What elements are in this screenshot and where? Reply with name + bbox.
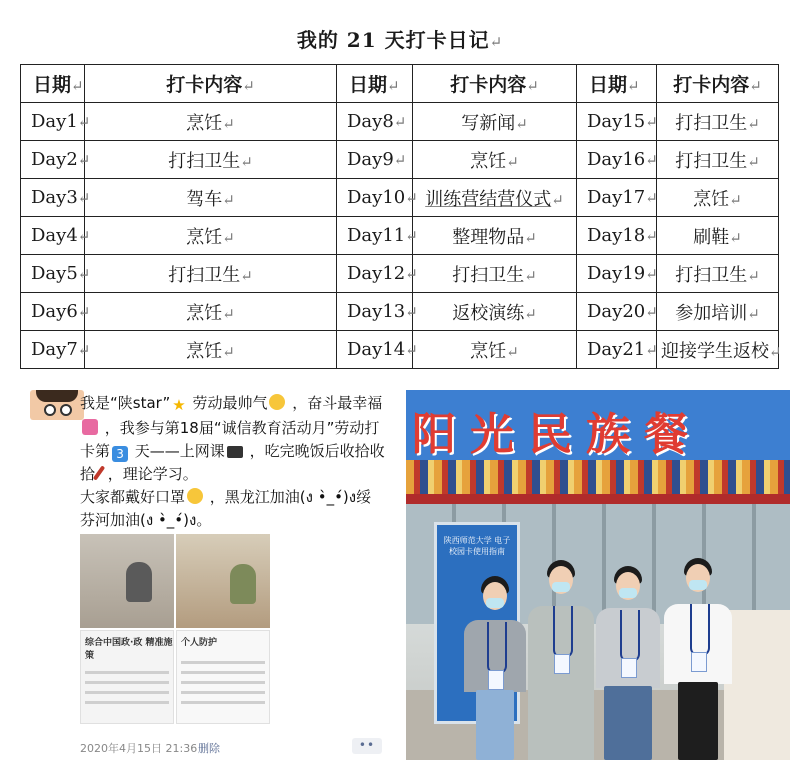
day-label: Day9 bbox=[347, 149, 394, 170]
party-popper-icon bbox=[82, 419, 98, 435]
paragraph-mark: ↵ bbox=[506, 342, 519, 361]
day-cell bbox=[21, 331, 91, 369]
day-label: Day7 bbox=[31, 339, 78, 360]
paragraph-mark: ↵ bbox=[405, 303, 418, 321]
task-label: 烹饪 bbox=[186, 226, 223, 248]
day-label: Day20 bbox=[587, 301, 646, 322]
paragraph-mark: ↵ bbox=[222, 114, 235, 133]
task-cell bbox=[85, 217, 337, 255]
task-cell bbox=[85, 331, 337, 369]
paragraph-mark: ↵ bbox=[645, 265, 658, 283]
table-row bbox=[21, 293, 779, 331]
task-label: 打扫卫生 bbox=[675, 150, 748, 172]
header-date: 日期 bbox=[349, 74, 388, 96]
header-content: 打卡内容 bbox=[673, 74, 750, 96]
paragraph-mark: ↵ bbox=[77, 227, 91, 245]
day-cell bbox=[337, 217, 418, 255]
post-text-3: ，奋斗最幸福 bbox=[287, 394, 383, 412]
task-cell bbox=[413, 217, 577, 255]
paragraph-mark: ↵ bbox=[405, 341, 418, 359]
task-label: 训练营结营仪式 bbox=[425, 188, 552, 210]
post-text-9: ，黑龙江加油(ง •̀_•́)ง绥芬河加油(ง •̀_•́)ง。 bbox=[80, 488, 372, 529]
day-cell bbox=[577, 217, 657, 255]
day-label: Day6 bbox=[31, 301, 78, 322]
task-label: 整理物品 bbox=[452, 226, 525, 248]
paragraph-mark: ↵ bbox=[77, 265, 91, 283]
table-row bbox=[21, 179, 779, 217]
banner-text: 阳光民族餐 bbox=[412, 409, 702, 460]
task-label: 烹饪 bbox=[470, 150, 507, 172]
day-cell bbox=[21, 255, 91, 293]
paragraph-mark: ↵ bbox=[645, 151, 658, 169]
paragraph-mark: ↵ bbox=[551, 190, 564, 209]
paragraph-mark: ↵ bbox=[729, 190, 742, 209]
table-row bbox=[21, 255, 779, 293]
task-label: 返校演练 bbox=[452, 302, 525, 324]
avatar[interactable] bbox=[30, 390, 84, 420]
task-label: 刷鞋 bbox=[693, 226, 730, 248]
paragraph-mark: ↵ bbox=[77, 303, 91, 321]
day-label: Day3 bbox=[31, 187, 78, 208]
day-cell bbox=[337, 179, 418, 217]
post-photo-protection[interactable] bbox=[176, 630, 270, 724]
table-row bbox=[21, 331, 779, 369]
task-cell bbox=[85, 293, 337, 331]
day-label: Day2 bbox=[31, 149, 78, 170]
more-options-button[interactable]: •• bbox=[352, 738, 382, 754]
task-label: 烹饪 bbox=[186, 340, 223, 362]
post-photo-cleaning[interactable] bbox=[176, 534, 270, 628]
day-cell bbox=[577, 103, 657, 141]
post-text-5: 天——上网课 bbox=[130, 442, 225, 460]
paragraph-mark: ↵ bbox=[222, 342, 235, 361]
table-row bbox=[21, 141, 779, 179]
post-text-1: 我是“陕star” bbox=[80, 394, 171, 412]
task-cell bbox=[85, 141, 337, 179]
day-label: Day16 bbox=[587, 149, 646, 170]
paragraph-mark: ↵ bbox=[645, 227, 658, 245]
group-photo bbox=[406, 390, 790, 760]
day-cell bbox=[21, 103, 91, 141]
task-cell bbox=[657, 217, 779, 255]
document-title bbox=[0, 24, 800, 53]
day-cell bbox=[21, 141, 91, 179]
paragraph-mark: ↵ bbox=[393, 113, 407, 131]
paragraph-mark: ↵ bbox=[393, 151, 407, 169]
day-cell bbox=[577, 293, 657, 331]
paragraph-mark: ↵ bbox=[645, 303, 658, 321]
day-label: Day11 bbox=[347, 225, 406, 246]
checkin-table bbox=[20, 64, 782, 369]
sunglasses-face-icon bbox=[269, 394, 285, 410]
task-cell bbox=[413, 179, 577, 217]
table-header-row: 日期↵ 打卡内容↵ 日期↵ 打卡内容↵ 日期↵ 打卡内容↵ bbox=[21, 65, 779, 103]
post-text-6: ，吃完晚饭后收拾收拾 bbox=[80, 442, 385, 483]
day-cell bbox=[21, 179, 91, 217]
paragraph-mark: ↵ bbox=[729, 228, 742, 247]
day-cell bbox=[337, 331, 418, 369]
day-cell bbox=[21, 293, 91, 331]
task-cell bbox=[657, 141, 779, 179]
paragraph-mark: ↵ bbox=[524, 304, 537, 323]
day-label: Day8 bbox=[347, 111, 394, 132]
paragraph-mark: ↵ bbox=[747, 152, 760, 171]
mask-face-icon bbox=[187, 488, 203, 504]
paragraph-mark: ↵ bbox=[240, 266, 253, 285]
post-timestamp: 2020年4月15日 21:36 bbox=[80, 742, 198, 755]
task-label: 驾车 bbox=[186, 188, 223, 210]
star-icon: ★ bbox=[172, 396, 186, 414]
task-cell bbox=[85, 255, 337, 293]
task-cell bbox=[657, 103, 779, 141]
day-cell bbox=[337, 103, 413, 141]
post-text-4: ，我参与第18届“诚信教育活动月”劳动打卡第 bbox=[80, 419, 380, 460]
task-cell bbox=[85, 103, 337, 141]
day-label: Day14 bbox=[347, 339, 406, 360]
keycap-3-icon: 3 bbox=[112, 446, 128, 462]
header-content: 打卡内容 bbox=[450, 74, 527, 96]
post-text-2: 劳动最帅气 bbox=[187, 394, 268, 412]
header-date: 日期 bbox=[33, 74, 72, 96]
person-3 bbox=[596, 554, 660, 760]
task-label: 写新闻 bbox=[461, 112, 516, 134]
title-text: 我的 21 天打卡日记 bbox=[296, 28, 490, 52]
post-body bbox=[80, 392, 386, 532]
paragraph-mark: ↵ bbox=[222, 228, 235, 247]
task-label: 打扫卫生 bbox=[168, 150, 241, 172]
poster-text: 陕西师范大学 电子校园卡使用指南 bbox=[443, 536, 511, 556]
task-cell bbox=[657, 255, 779, 293]
day-cell bbox=[21, 217, 91, 255]
laptop-icon bbox=[227, 446, 243, 458]
day-cell bbox=[577, 141, 657, 179]
paragraph-mark: ↵ bbox=[77, 151, 91, 169]
day-cell bbox=[337, 255, 418, 293]
paragraph-mark: ↵ bbox=[405, 227, 418, 245]
post-photo-study[interactable] bbox=[80, 534, 174, 628]
paragraph-mark: ↵ bbox=[747, 266, 760, 285]
day-cell bbox=[337, 141, 413, 179]
paragraph-mark: ↵ bbox=[747, 114, 760, 133]
task-label: 打扫卫生 bbox=[675, 112, 748, 134]
person-4 bbox=[664, 548, 732, 760]
header-content: 打卡内容 bbox=[166, 74, 243, 96]
day-cell bbox=[577, 255, 657, 293]
task-label: 烹饪 bbox=[186, 302, 223, 324]
delete-link[interactable]: 删除 bbox=[198, 742, 220, 755]
task-cell bbox=[413, 293, 577, 331]
task-cell bbox=[657, 331, 782, 369]
paragraph-mark: ↵ bbox=[405, 265, 418, 283]
task-label: 烹饪 bbox=[470, 340, 507, 362]
cafeteria-banner bbox=[406, 390, 790, 494]
paragraph-mark: ↵ bbox=[769, 342, 782, 361]
paragraph-mark: ↵ bbox=[240, 152, 253, 171]
task-label: 迎接学生返校 bbox=[661, 340, 769, 362]
article-title: 综合中国政·政 精准施策 bbox=[85, 638, 173, 661]
paragraph-mark: ↵ bbox=[506, 152, 519, 171]
paragraph-mark: ↵ bbox=[77, 113, 91, 131]
paragraph-mark: ↵ bbox=[645, 341, 658, 359]
task-label: 烹饪 bbox=[693, 188, 730, 210]
paragraph-mark: ↵ bbox=[222, 304, 235, 323]
post-text-7: ，理论学习。 bbox=[103, 465, 198, 483]
day-label: Day5 bbox=[31, 263, 78, 284]
paragraph-mark: ↵ bbox=[524, 266, 537, 285]
day-label: Day13 bbox=[347, 301, 406, 322]
paragraph-mark: ↵ bbox=[77, 341, 91, 359]
table-row bbox=[21, 103, 779, 141]
day-label: Day12 bbox=[347, 263, 406, 284]
table-row bbox=[21, 217, 779, 255]
task-cell bbox=[413, 103, 577, 141]
protection-title: 个人防护 bbox=[181, 638, 218, 648]
paragraph-mark: ↵ bbox=[489, 33, 504, 51]
paragraph-mark: ↵ bbox=[77, 189, 91, 207]
post-photo-article[interactable] bbox=[80, 630, 174, 724]
task-label: 打扫卫生 bbox=[675, 264, 748, 286]
paragraph-mark: ↵ bbox=[405, 189, 418, 207]
task-cell bbox=[85, 179, 337, 217]
social-post bbox=[14, 384, 392, 760]
task-label: 打扫卫生 bbox=[168, 264, 241, 286]
task-label: 烹饪 bbox=[186, 112, 223, 134]
task-cell bbox=[413, 255, 577, 293]
day-label: Day1 bbox=[31, 111, 78, 132]
post-text-8: 大家都戴好口罩 bbox=[80, 488, 186, 506]
task-cell bbox=[413, 331, 577, 369]
paragraph-mark: ↵ bbox=[524, 228, 537, 247]
day-cell bbox=[577, 331, 657, 369]
person-2 bbox=[528, 550, 594, 760]
day-label: Day18 bbox=[587, 225, 646, 246]
paragraph-mark: ↵ bbox=[747, 304, 760, 323]
day-label: Day4 bbox=[31, 225, 78, 246]
task-cell bbox=[657, 179, 779, 217]
day-label: Day21 bbox=[587, 339, 646, 360]
day-label: Day17 bbox=[587, 187, 646, 208]
person-1 bbox=[464, 564, 526, 760]
task-cell bbox=[657, 293, 779, 331]
paragraph-mark: ↵ bbox=[645, 113, 658, 131]
header-date: 日期 bbox=[589, 74, 628, 96]
day-cell bbox=[577, 179, 657, 217]
paragraph-mark: ↵ bbox=[515, 114, 528, 133]
task-label: 打扫卫生 bbox=[452, 264, 525, 286]
paragraph-mark: ↵ bbox=[222, 190, 235, 209]
task-cell bbox=[413, 141, 577, 179]
day-cell bbox=[337, 293, 418, 331]
day-label: Day15 bbox=[587, 111, 646, 132]
paragraph-mark: ↵ bbox=[645, 189, 658, 207]
day-label: Day19 bbox=[587, 263, 646, 284]
post-photo-grid bbox=[80, 534, 280, 724]
day-label: Day10 bbox=[347, 187, 406, 208]
task-label: 参加培训 bbox=[675, 302, 748, 324]
